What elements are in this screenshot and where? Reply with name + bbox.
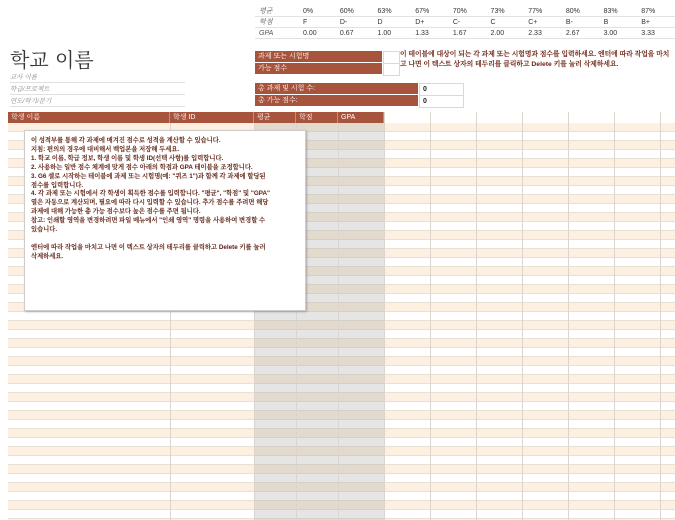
total-points-value[interactable]: 0 <box>419 95 464 108</box>
instruction-spacer <box>31 235 297 244</box>
instruction-line: 참고: 인쇄할 영역을 변경하려면 파일 메뉴에서 "인쇄 영역" 명령을 사용하여 변경할 수 <box>31 217 266 225</box>
scale-cell[interactable]: 87% <box>637 6 675 17</box>
scale-cell[interactable]: D- <box>336 17 374 28</box>
instruction-line: 3. G6 셀로 시작하는 테이블에 과제 또는 시험명(예: "퀴즈 1")과 함께 각 과제에 할당된 <box>31 172 266 180</box>
column-header-average[interactable]: 평균 <box>254 112 296 123</box>
instruction-line: 1. 학교 이름, 학급 정보, 학생 이름 및 학생 ID(선택 사항)를 입력합니다. <box>31 154 224 162</box>
instructions-text-box[interactable] <box>24 130 306 311</box>
scale-row-gpa <box>255 28 675 39</box>
possible-points-header: 가능 점수 <box>255 63 382 74</box>
scale-label: GPA <box>255 28 299 39</box>
scale-cell[interactable]: D+ <box>411 17 449 28</box>
scale-row-average <box>255 6 675 17</box>
scale-cell[interactable]: C- <box>449 17 487 28</box>
scale-cell[interactable]: 80% <box>562 6 600 17</box>
grid-divider <box>614 112 615 520</box>
instruction-line: 엔터에 따라 작업을 마치고 나면 이 텍스트 상자의 테두리를 클릭하고 Delete 키를 눌러 <box>31 243 266 251</box>
scale-cell[interactable]: 73% <box>487 6 525 17</box>
scale-cell[interactable]: C+ <box>524 17 562 28</box>
total-points-label: 총 가능 점수: <box>255 95 418 106</box>
scale-cell[interactable]: 2.33 <box>524 28 562 39</box>
scale-cell[interactable]: D <box>374 17 412 28</box>
scale-label: 평균 <box>255 6 299 17</box>
scale-cell[interactable]: 2.00 <box>487 28 525 39</box>
instruction-line: 4. 각 과제 또는 시험에서 각 학생이 획득한 점수를 입력합니다. "평균", "학점" 및 "GPA" <box>31 190 270 198</box>
instruction-line: 지침: 편의의 경우에 대비해서 백업본을 저장해 두세요. <box>31 145 180 153</box>
instruction-line: 2. 사용하는 일반 점수 체계에 맞게 점수 아래의 학점과 GPA 테이블을 조정합니다. <box>31 163 253 171</box>
scale-cell[interactable]: C <box>487 17 525 28</box>
year-term-field[interactable]: 연도/학기/분기 <box>10 95 185 107</box>
scale-cell[interactable]: 1.67 <box>449 28 487 39</box>
instruction-line: 이 성적부를 통해 각 과제에 매겨진 점수로 성적을 계산할 수 있습니다. <box>31 137 221 144</box>
scale-cell[interactable]: 60% <box>336 6 374 17</box>
instruction-line: 과제에 대해 가능한 총 가능 점수보다 높은 점수를 주면 됩니다. <box>31 208 201 216</box>
instruction-line: 있습니다. <box>31 226 58 234</box>
grid-divider <box>384 112 385 520</box>
instruction-line: 점수를 입력합니다. <box>31 181 84 189</box>
grid-divider <box>522 112 523 520</box>
instruction-line: 열은 자동으로 계산되며, 필요에 따라 다시 입력할 수 있습니다. 추가 점수를 주려면 해당 <box>31 199 269 207</box>
total-assignments-label: 총 과제 및 시험 수: <box>255 83 418 94</box>
total-assignments-value[interactable]: 0 <box>419 83 464 96</box>
scale-cell[interactable]: 0% <box>299 6 336 17</box>
scale-cell[interactable]: 70% <box>449 6 487 17</box>
grid-divider <box>660 112 661 520</box>
grid-divider <box>430 112 431 520</box>
grid-divider <box>568 112 569 520</box>
grading-scale-table <box>255 6 675 39</box>
scale-cell[interactable]: 77% <box>524 6 562 17</box>
class-project-field[interactable]: 학급/프로젝트 <box>10 83 185 95</box>
grid-divider <box>476 112 477 520</box>
scale-cell[interactable]: 67% <box>411 6 449 17</box>
school-name-title[interactable]: 학교 이름 <box>10 48 94 72</box>
column-header-student-id[interactable]: 학생 ID <box>170 112 254 123</box>
assignment-instruction-note[interactable]: 이 테이블에 대상이 되는 각 과제 또는 시험명과 점수를 입력하세요. 엔터에 따라 작업을 마치고 나면 이 텍스트 상자의 테두리를 클릭하고 Delete 키를 눌러 삭제하세요. <box>400 51 670 68</box>
column-header-student-name[interactable]: 학생 이름 <box>8 112 170 123</box>
scale-cell[interactable]: 63% <box>374 6 412 17</box>
scale-cell[interactable]: 2.67 <box>562 28 600 39</box>
scale-cell[interactable]: F <box>299 17 336 28</box>
column-header-grade[interactable]: 학점 <box>296 112 338 123</box>
assignment-name-header: 과제 또는 시험명 <box>255 51 382 62</box>
teacher-name-field[interactable]: 교사 이름 <box>10 71 185 83</box>
instruction-line: 삭제하세요. <box>31 252 64 260</box>
scale-cell[interactable]: 3.00 <box>600 28 638 39</box>
scale-cell[interactable]: B <box>600 17 638 28</box>
scale-cell[interactable]: 0.67 <box>336 28 374 39</box>
scale-cell[interactable]: 1.33 <box>411 28 449 39</box>
scale-cell[interactable]: B+ <box>637 17 675 28</box>
column-header-gpa[interactable]: GPA <box>338 112 384 123</box>
scale-cell[interactable]: 3.33 <box>637 28 675 39</box>
scale-cell[interactable]: 83% <box>600 6 638 17</box>
grid-divider <box>338 112 339 520</box>
possible-points-cell[interactable] <box>383 63 400 76</box>
scale-cell[interactable]: B- <box>562 17 600 28</box>
scale-label: 학점 <box>255 17 299 28</box>
scale-cell[interactable]: 0.00 <box>299 28 336 39</box>
scale-cell[interactable]: 1.00 <box>374 28 412 39</box>
scale-row-grade <box>255 17 675 28</box>
